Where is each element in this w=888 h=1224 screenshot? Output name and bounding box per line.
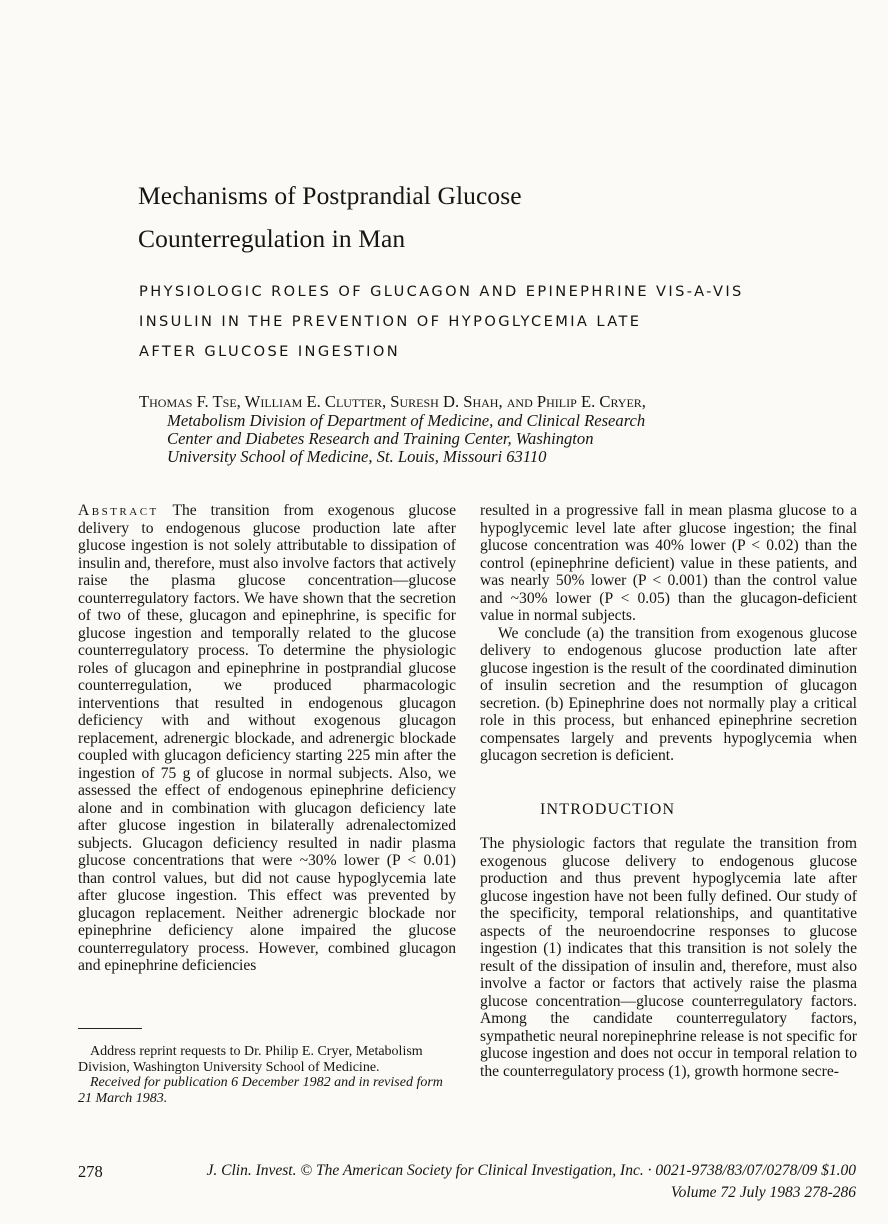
- journal-citation: J. Clin. Invest. © The American Society for Clinical Investigation, Inc. · 0021-9738/83/07/0278/09 $1.00: [206, 1162, 856, 1179]
- footnote-received: Received for publication 6 December 1982 and in revised form 21 March 1983.: [78, 1075, 443, 1106]
- volume-info: Volume 72 July 1983 278-286: [670, 1184, 856, 1201]
- introduction-paragraph: The physiologic factors that regulate the transition from exogenous glucose delivery to endogenous glucose production and thus prevent hypoglycemia late after glucose ingestion have not been fully defined. Our study of the specificity, temporal relationships, and quantitative aspects of the neuroendocrine responses to glucose ingestion (1) indicates that this transition is not solely the result of the dissipation of insulin and, therefore, must also involve a factor or factors that actively raise the plasma glucose concentration—glucose counterregulatory factors. Among the candidate counterregulatory factors, sympathetic neural norepinephrine release is not specific for glucose ingestion and does not occur in temporal relation to the counterregulatory process (1), growth hormone secre-: [480, 835, 857, 1080]
- introduction-heading: INTRODUCTION: [540, 801, 676, 818]
- affiliation-line-3: University School of Medicine, St. Louis, Missouri 63110: [167, 447, 547, 466]
- abstract-conclusion: We conclude (a) the transition from exogenous glucose delivery to endogenous glucose production late after glucose ingestion is the result of the coordinated diminution of insulin secretion and the resumption of glucagon secretion. (b) Epinephrine does not normally play a critical role in this process, but enhanced epinephrine secretion compensates largely and prevents hypoglycemia when glucagon secretion is deficient.: [480, 624, 857, 764]
- page-number: 278: [78, 1162, 103, 1181]
- abstract-text-part-2: resulted in a progressive fall in mean plasma glucose to a hypoglycemic level late after glucose ingestion; the final glucose concentration was 40% lower (P < 0.02) than the control (epinephrine deficient) value in these patients, and was nearly 50% lower (P < 0.001) than the control value and ~30% lower (P < 0.05) than the glucagon-deficient value in normal subjects.: [480, 502, 857, 624]
- article-title-line-2: Counterregulation in Man: [138, 224, 406, 253]
- footnote-block: [78, 1044, 458, 1106]
- abstract-text-part-1: The transition from exogenous glucose delivery to endogenous glucose production late after glucose ingestion is not solely attributable to dissipation of insulin and, therefore, must also involve factors that actively raise the plasma glucose concentration—glucose counterregulatory factors. We have shown that the secretion of two of these, glucagon and epinephrine, is specific for glucose ingestion and temporally related to the glucose counterregulatory process. To determine the physiologic roles of glucagon and epinephrine in postprandial glucose counterregulation, we produced pharmacologic interventions that resulted in endogenous glucagon deficiency with and without exogenous glucagon replacement, adrenergic blockade, and adrenergic blockade coupled with glucagon deficiency starting 225 min after the ingestion of 75 g of glucose in normal subjects. Also, we assessed the effect of endogenous epinephrine deficiency alone and in combination with glucagon deficiency late after glucose ingestion in bilaterally adrenalectomized subjects. Glucagon deficiency resulted in nadir plasma glucose concentrations that were ~30% lower (P < 0.01) than control values, but did not cause hypoglycemia late after glucose ingestion. This effect was prevented by glucagon replacement. Neither adrenergic blockade nor epinephrine deficiency alone impaired the glucose counterregulatory process. However, combined glucagon and epinephrine deficiencies: [78, 502, 456, 974]
- affiliation-line-1: Metabolism Division of Department of Medicine, and Clinical Research: [167, 411, 646, 430]
- article-title-line-1: Mechanisms of Postprandial Glucose: [138, 181, 522, 210]
- footnote-address: Address reprint requests to Dr. Philip E. Cryer, Metabolism Division, Washington University School of Medicine.: [78, 1044, 423, 1075]
- subtitle-line-1: PHYSIOLOGIC ROLES OF GLUCAGON AND EPINEPHRINE VIS-A-VIS: [139, 283, 744, 300]
- footnote-rule: [78, 1028, 142, 1029]
- abstract-column-left: [78, 502, 456, 975]
- subtitle-line-2: INSULIN IN THE PREVENTION OF HYPOGLYCEMIA LATE: [139, 313, 642, 330]
- right-column: [480, 502, 857, 765]
- abstract-paragraph-1: [78, 502, 456, 975]
- affiliation-line-2: Center and Diabetes Research and Training Center, Washington: [167, 429, 594, 448]
- abstract-label: Abstract: [78, 502, 159, 519]
- introduction-body: [480, 835, 857, 1080]
- author-list: Thomas F. Tse, William E. Clutter, Suresh D. Shah, and Philip E. Cryer,: [139, 392, 646, 411]
- subtitle-line-3: AFTER GLUCOSE INGESTION: [139, 343, 401, 360]
